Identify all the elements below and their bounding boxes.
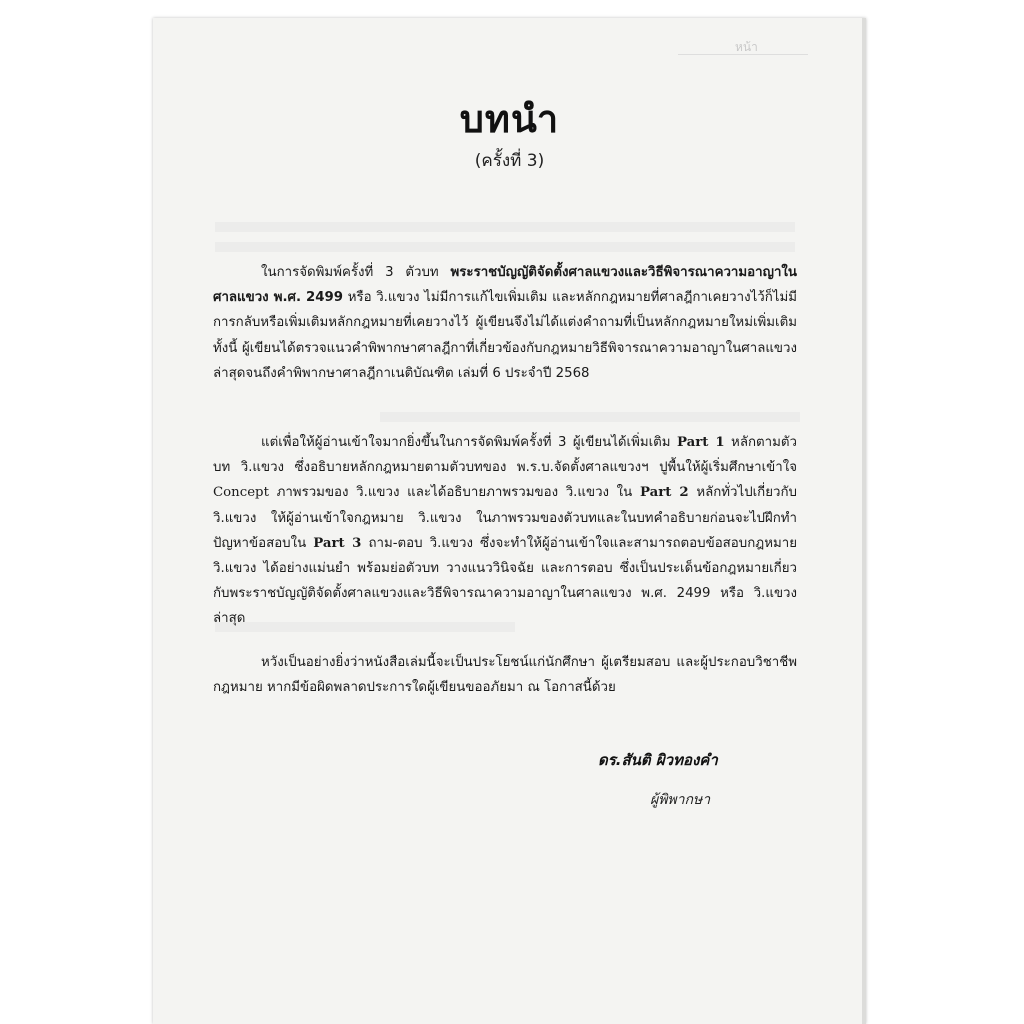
- page-title: บทนำ: [459, 97, 560, 141]
- p2-part-3: Part 3: [313, 535, 362, 551]
- p2-concept: Concept: [213, 485, 269, 501]
- corner-page-mark: หน้า: [735, 40, 758, 54]
- show-through-line: [215, 222, 795, 232]
- p2-text-e: ภาพรวมของ วิ.แขวง และได้อธิบายภาพรวมของ วิ.แขวง ใน: [268, 485, 640, 501]
- paragraph-2: [213, 430, 797, 632]
- p2-part-1: Part 1: [677, 435, 725, 450]
- p1-act-name: พระราชบัญญัติจัดตั้งศาลแขวงและวิธีพิจารณาความอาญาในศาลแขวง พ.ศ. 2499: [213, 265, 797, 306]
- p1-text-c: หรือ วิ.แขวง ไม่มีการแก้ไขเพิ่มเติม และหลักกฎหมายที่ศาลฎีกาเคยวางไว้ก็ไม่มีการกลับหรือเพิ่มเติมหลักกฎหมายที่เคยวางไว้ ผู้เขียนจึงไม่ได้แต่งคำถามที่เป็นหลักกฎหมายใหม่เพิ่มเติม ทั้งนี้ ผู้เขียนได้ตรวจแนวคำพิพากษาศาลฎีกาที่เกี่ยวข้องกับกฎหมายวิธีพิจารณาความอาญาในศาลแขวงล่าสุดจนถึงคำพิพากษาศาลฎีกาเนติบัณฑิต เล่มที่ 6 ประจำปี 2568: [213, 290, 798, 381]
- p2-text-a: แต่เพื่อให้ผู้อ่านเข้าใจมากยิ่งขึ้นในการจัดพิมพ์ครั้งที่ 3 ผู้เขียนได้เพิ่มเติม: [261, 435, 678, 450]
- page-subtitle: (ครั้งที่ 3): [474, 151, 545, 171]
- paragraph-1: [213, 260, 797, 386]
- show-through-line: [380, 412, 800, 422]
- corner-rule-line: [678, 54, 808, 55]
- p2-text-i: ถาม-ตอบ วิ.แขวง ซึ่งจะทำให้ผู้อ่านเข้าใจและสามารถตอบข้อสอบกฎหมาย วิ.แขวง ได้อย่างแม่นยำ พร้อมย่อตัวบท วางแนววินิจฉัย และการตอบ ซึ่งเป็นประเด็นข้อกฎหมายเกี่ยวกับพระราชบัญญัติจัดตั้งศาลแขวงและวิธีพิจารณาความอาญาในศาลแขวง พ.ศ. 2499 หรือ วิ.แขวง ล่าสุด: [213, 535, 797, 627]
- p1-text-a: ในการจัดพิมพ์ครั้งที่ 3 ตัวบท: [261, 265, 451, 280]
- p2-text-g: หลักทั่วไปเกี่ยวกับ วิ.แขวง ให้ผู้อ่านเข้าใจกฎหมาย วิ.แขวง ในภาพรวมของตัวบทและในบทคำอธิบายก่อนจะไปฝึกทำปัญหาข้อสอบใน: [213, 485, 797, 551]
- paragraph-3: [213, 650, 797, 700]
- show-through-line: [215, 242, 795, 252]
- author-role: ผู้พิพากษา: [650, 792, 711, 808]
- p2-text-c: หลักตามตัวบท วิ.แขวง ซึ่งอธิบายหลักกฎหมายตามตัวบทของ พ.ร.บ.จัดตั้งศาลแขวงฯ ปูพื้นให้ผู้เริ่มศึกษาเข้าใจ: [213, 435, 797, 476]
- p2-part-2: Part 2: [639, 485, 689, 501]
- author-signature-name: ดร.สันติ ผิวทองคำ: [598, 751, 718, 769]
- p3-text-a: หวังเป็นอย่างยิ่งว่าหนังสือเล่มนี้จะเป็นประโยชน์แก่นักศึกษา ผู้เตรียมสอบ และผู้ประกอบวิชาชีพกฎหมาย หากมีข้อผิดพลาดประการใดผู้เขียนขออภัยมา ณ โอกาสนี้ด้วย: [213, 655, 797, 696]
